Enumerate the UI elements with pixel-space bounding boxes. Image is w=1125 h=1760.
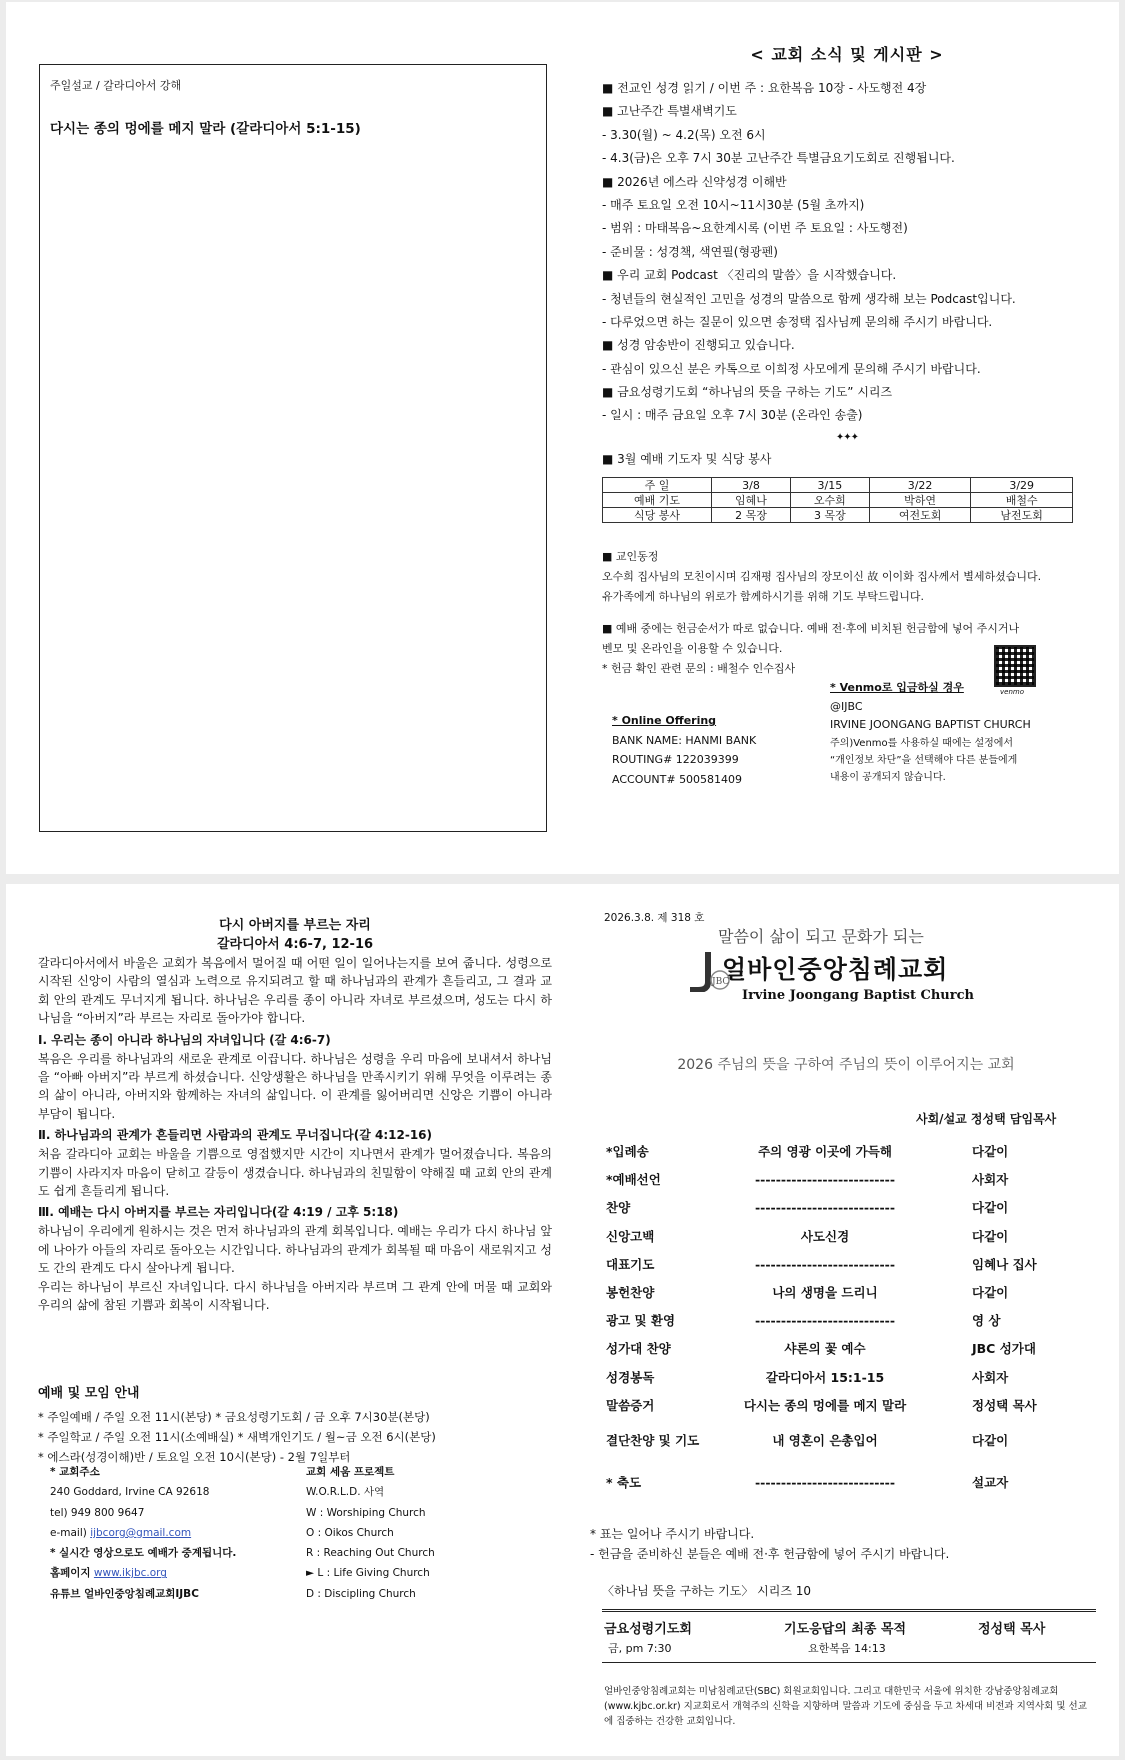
- preacher: 사회/설교 정성택 담임목사: [916, 1112, 1057, 1126]
- order-row: [598, 1420, 1088, 1462]
- church-name-english: Irvine Joongang Baptist Church: [742, 988, 974, 1003]
- section-3-heading: Ⅲ. 예배는 다시 아버지를 부르는 자리입니다(갈 4:19 / 고후 5:18): [38, 1205, 399, 1220]
- order-content: 내 영혼이 은총입어: [772, 1432, 878, 1448]
- phone: tel) 949 800 9647: [50, 1506, 145, 1519]
- bank-name: BANK NAME: HANMI BANK: [612, 733, 757, 747]
- order-content: ---------------------------: [754, 1256, 896, 1272]
- account-number: ACCOUNT# 500581409: [612, 772, 743, 786]
- news-heading: ■ 금요성령기도회 “하나님의 뜻을 구하는 기도” 시리즈: [602, 381, 1092, 404]
- order-row: [598, 1251, 1088, 1279]
- project-line: W : Worshiping Church: [306, 1506, 426, 1519]
- offering-note-3: * 헌금 확인 관련 문의 : 배철수 인수집사: [602, 662, 796, 676]
- schedule-row: * 주일학교 / 주일 오전 11시(소예배실) * 새벽개인기도 / 월~금 오전 6시(본당): [38, 1430, 436, 1444]
- venmo-id: @IJBC: [830, 699, 863, 713]
- bulletin-board: [602, 42, 1092, 799]
- order-item: 말씀증거: [606, 1397, 655, 1413]
- duty-row: [603, 508, 1073, 523]
- world-project: [306, 1462, 546, 1604]
- order-who: 다같이: [972, 1284, 1009, 1300]
- news-detail: - 청년들의 현실적인 고민을 성경의 말씀으로 함께 생각해 보는 Podcast입니다.: [602, 291, 1016, 306]
- schedule-row: * 에스라(성경이해)반 / 토요일 오전 10시(본당) - 2월 7일부터: [38, 1450, 351, 1464]
- project-line: R : Reaching Out Church: [306, 1547, 435, 1560]
- sermon-summary: [38, 916, 552, 1315]
- duty-row: [603, 493, 1073, 508]
- order-who: 임혜나 집사: [972, 1256, 1037, 1272]
- online-offering-title: * Online Offering: [612, 714, 717, 728]
- order-row: [598, 1392, 1088, 1420]
- news-heading: ■ 전교인 성경 읽기 / 이번 주 : 요한복음 10장 - 사도행전 4장: [602, 77, 1092, 100]
- duty-cell: 3 목장: [790, 508, 869, 523]
- duty-cell: 박하연: [869, 493, 971, 508]
- order-content: ---------------------------: [754, 1313, 896, 1329]
- church-name-korean: 얼바인중앙침례교회: [722, 955, 949, 984]
- order-item: 대표기도: [606, 1256, 655, 1272]
- board-title: < 교회 소식 및 게시판 >: [750, 45, 944, 64]
- order-content: ---------------------------: [754, 1172, 896, 1188]
- order-row: [598, 1166, 1088, 1194]
- friday-speaker: 정성택 목사: [978, 1622, 1046, 1637]
- friday-time: 금, pm 7:30: [608, 1642, 672, 1655]
- meeting-schedule: [38, 1382, 558, 1467]
- bottom-page: [6, 884, 1119, 1756]
- section-1-text: 복음은 우리를 하나님과의 새로운 관계로 이끕니다. 하나님은 성령을 우리 마음에 보내셔서 하나님을 “아빠 아버지”라 부르게 하셨습니다. 신앙생활은 하나님을 만족시키기 위해 무엇을 이루려는 종의 삶이 아니라, 아버지와 함께하는 자녀의 삶입니다. 이 관계를 잃어버리면 신앙은 기쁨이 아니라 부담이 됩니다.: [38, 1051, 552, 1121]
- church-about: 얼바인중앙침례교회는 미남침례교단(SBC) 회원교회입니다. 그리고 대한민국 서울에 위치한 강남중앙침례교회(www.kjbc.or.kr) 지교회로서 개혁주의 신학을 지향하며 말씀과 기도에 중심을 두고 차세대 비전과 지역사회 및 선교에 집중하는 건강한 교회입니다.: [604, 1686, 1087, 1727]
- homepage-link[interactable]: www.ikjbc.org: [93, 1567, 167, 1580]
- order-of-worship: [598, 1138, 1088, 1504]
- project-line: W.O.R.L.D. 사역: [306, 1486, 385, 1499]
- church-contact: [50, 1462, 290, 1604]
- news-detail: - 범위 : 마태복음~요한계시록 (이번 주 토요일 : 사도행전): [602, 221, 908, 236]
- summary-title: 다시 아버지를 부르는 자리: [219, 918, 371, 933]
- order-who: 다같이: [972, 1228, 1009, 1244]
- project-line: D : Discipling Church: [306, 1587, 416, 1600]
- offering-note-1: ■ 예배 중에는 헌금순서가 따로 없습니다. 예배 전·후에 비치된 헌금함에 넣어 주시거나: [602, 622, 1020, 636]
- duty-cell: 임혜나: [712, 493, 791, 508]
- order-item: 결단찬양 및 기도: [606, 1432, 700, 1448]
- top-page: [6, 2, 1119, 874]
- order-who: 다같이: [972, 1200, 1009, 1216]
- order-item: 신앙고백: [606, 1228, 655, 1244]
- news-detail: - 4.3(금)은 오후 7시 30분 고난주간 특별금요기도회로 진행됩니다.: [602, 151, 955, 166]
- order-row: [598, 1194, 1088, 1222]
- order-item: *입례송: [606, 1144, 649, 1159]
- order-content: ---------------------------: [754, 1200, 896, 1216]
- order-who: JBC 성가대: [972, 1341, 1036, 1357]
- order-item: *예배선언: [606, 1172, 661, 1188]
- duty-cell: 오수희: [790, 493, 869, 508]
- news-detail: - 매주 토요일 오전 10시~11시30분 (5월 초까지): [602, 197, 865, 212]
- duty-cell: 3/29: [971, 478, 1073, 493]
- ornament-divider: ✦✦✦: [835, 431, 859, 443]
- issue-number: 2026.3.8. 제 318 호: [604, 912, 705, 924]
- project-line: ► L : Life Giving Church: [306, 1567, 430, 1580]
- youtube-channel: 유튜브 얼바인중앙침례교회IJBC: [50, 1587, 199, 1600]
- schedule-row: * 주일예배 / 주일 오전 11시(본당) * 금요성령기도회 / 금 오후 7시30분(본당): [38, 1410, 430, 1424]
- routing-number: ROUTING# 122039399: [612, 753, 739, 767]
- news-detail: - 3.30(월) ~ 4.2(목) 오전 6시: [602, 127, 766, 142]
- duty-cell: 여전도회: [869, 508, 971, 523]
- order-row: [598, 1307, 1088, 1335]
- order-row: [598, 1138, 1088, 1166]
- news-detail: - 다루었으면 하는 질문이 있으면 송정택 집사님께 문의해 주시기 바랍니다.: [602, 314, 993, 329]
- news-text-1: 오수희 집사님의 모친이시며 김재평 집사님의 장모이신 故 이이화 집사께서 별세하셨습니다.: [602, 570, 1042, 584]
- friday-title: 기도응답의 최종 목적: [784, 1622, 907, 1637]
- order-item: * 축도: [606, 1474, 642, 1490]
- summary-reference: 갈라디아서 4:6-7, 12-16: [216, 937, 374, 952]
- homepage-label: 홈페이지: [50, 1567, 91, 1580]
- project-line: O : Oikos Church: [306, 1526, 394, 1539]
- email-link[interactable]: ijbcorg@gmail.com: [90, 1526, 192, 1539]
- conclusion-text: 우리는 하나님이 부르신 자녀입니다. 다시 하나님을 아버지라 부르며 그 관계 안에 머물 때 교회와 우리의 삶에 참된 기쁨과 회복이 시작됩니다.: [38, 1279, 552, 1313]
- duty-title: ■ 3월 예배 기도자 및 식당 봉사: [602, 448, 1092, 471]
- venmo-note-3: 내용이 공개되지 않습니다.: [830, 771, 946, 783]
- duty-cell: 남전도회: [971, 508, 1073, 523]
- online-offering: [612, 711, 756, 789]
- sermon-title: 다시는 종의 멍에를 메지 말라 (갈라디아서 5:1-15): [50, 121, 361, 137]
- duty-table: [602, 477, 1073, 523]
- duty-cell: 2 목장: [712, 508, 791, 523]
- venmo-name: IRVINE JOONGANG BAPTIST CHURCH: [830, 718, 1031, 732]
- project-title: 교회 세움 프로젝트: [306, 1466, 395, 1478]
- order-row: [598, 1364, 1088, 1392]
- order-item: 성가대 찬양: [606, 1341, 671, 1357]
- duty-cell: 3/15: [790, 478, 869, 493]
- order-row: [598, 1223, 1088, 1251]
- venmo-qr-code-icon: [994, 645, 1036, 687]
- qr-caption: venmo: [1000, 688, 1024, 697]
- news-heading: ■ 고난주간 특별새벽기도: [602, 100, 1092, 123]
- news-detail: - 일시 : 매주 금요일 오후 7시 30분 (온라인 송출): [602, 408, 863, 423]
- section-2-heading: Ⅱ. 하나님과의 관계가 흔들리면 사람과의 관계도 무너집니다(갈 4:12-16): [38, 1128, 433, 1143]
- duty-cell: 배철수: [971, 493, 1073, 508]
- order-who: 다같이: [972, 1144, 1009, 1159]
- order-notes: [590, 1524, 949, 1564]
- order-content: 주의 영광 이곳에 가득해: [758, 1144, 892, 1159]
- order-who: 설교자: [972, 1474, 1009, 1490]
- prayer-series: 〈하나님 뜻을 구하는 기도〉 시리즈 10: [602, 1584, 812, 1598]
- news-heading: ■ 우리 교회 Podcast 〈진리의 말씀〉을 시작했습니다.: [602, 264, 1092, 287]
- order-row: [598, 1335, 1088, 1363]
- duty-row: [603, 478, 1073, 493]
- offering-info: [602, 679, 1092, 799]
- sermon-series: 주일설교 / 갈라디아서 강해: [50, 79, 182, 92]
- order-content: 사도신경: [800, 1228, 850, 1244]
- friday-verse: 요한복음 14:13: [808, 1642, 886, 1655]
- venmo-title: * Venmo로 입금하실 경우: [830, 681, 964, 695]
- news-detail: - 준비물 : 성경책, 색연필(형광펜): [602, 244, 778, 259]
- address: 240 Goddard, Irvine CA 92618: [50, 1486, 210, 1499]
- order-content: 갈라디아서 15:1-15: [765, 1369, 885, 1385]
- order-item: 찬양: [606, 1200, 631, 1216]
- order-content: ---------------------------: [754, 1474, 896, 1490]
- order-who: 영 상: [972, 1313, 1001, 1329]
- duty-cell: 3/22: [869, 478, 971, 493]
- duty-cell: 예배 기도: [603, 493, 712, 508]
- email-label: e-mail): [50, 1526, 87, 1539]
- order-item: 봉헌찬양: [606, 1284, 655, 1300]
- order-item: 성경봉독: [606, 1369, 655, 1385]
- venmo-note-1: 주의)Venmo를 사용하실 때에는 설정에서: [830, 737, 1014, 749]
- stand-note: * 표는 일어나 주시기 바랍니다.: [590, 1527, 755, 1541]
- news-heading: ■ 교인동정: [602, 550, 659, 564]
- friday-name: 금요성령기도회: [604, 1622, 692, 1637]
- duty-cell: 3/8: [712, 478, 791, 493]
- order-row: [598, 1279, 1088, 1307]
- offering-note-2: 벤모 및 온라인을 이용할 수 있습니다.: [602, 642, 783, 656]
- news-heading: ■ 2026년 에스라 신약성경 이해반: [602, 171, 1092, 194]
- news-detail: - 관심이 있으신 분은 카톡으로 이희정 사모에게 문의해 주시기 바랍니다.: [602, 361, 981, 376]
- order-who: 사회자: [972, 1369, 1009, 1385]
- address-title: * 교회주소: [50, 1466, 100, 1478]
- church-motto: 말씀이 삶이 되고 문화가 되는: [718, 927, 924, 946]
- venmo-note-2: “개인정보 차단”을 선택해야 다른 분들에게: [830, 754, 1018, 766]
- friday-prayer-box: [602, 1609, 1096, 1663]
- duty-cell: 주 일: [603, 478, 712, 493]
- sermon-notes-box: [39, 64, 547, 832]
- order-who: 다같이: [972, 1432, 1009, 1448]
- section-2-text: 처음 갈라디아 교회는 바울을 기쁨으로 영접했지만 시간이 지나면서 관계가 멀어졌습니다. 복음의 기쁨이 사라지자 마음이 닫히고 갈등이 생겼습니다. 하나님과의 친밀함이 약해질 때 교회 안의 관계도 쉽게 흔들리게 됩니다.: [38, 1147, 552, 1199]
- year-theme: 2026 주님의 뜻을 구하여 주님의 뜻이 이루어지는 교회: [677, 1057, 1015, 1073]
- news-text-2: 유가족에게 하나님의 위로가 함께하시기를 위해 기도 부탁드립니다.: [602, 590, 925, 604]
- section-3-text: 하나님이 우리에게 원하시는 것은 먼저 하나님과의 관계 회복입니다. 예배는 우리가 다시 하나님 앞에 나아가 아들의 자리로 돌아오는 시간입니다. 하나님과의 관계가 회복될 때 마음이 새로워지고 성도 간의 관계도 다시 살아나게 됩니다.: [38, 1224, 552, 1276]
- news-list: [602, 77, 1092, 428]
- order-content: 샤론의 꽃 예수: [784, 1341, 866, 1357]
- offering-note: - 헌금을 준비하신 분들은 예배 전·후 헌금함에 넣어 주시기 바랍니다.: [590, 1547, 950, 1561]
- duty-cell: 식당 봉사: [603, 508, 712, 523]
- order-content: 다시는 종의 멍에를 메지 말라: [743, 1397, 907, 1413]
- order-content: 나의 생명을 드리니: [772, 1284, 878, 1300]
- news-heading: ■ 성경 암송반이 진행되고 있습니다.: [602, 334, 1092, 357]
- order-who: 정성택 목사: [972, 1397, 1037, 1413]
- order-who: 사회자: [972, 1172, 1009, 1188]
- section-1-heading: Ⅰ. 우리는 종이 아니라 하나님의 자녀입니다 (갈 4:6-7): [38, 1032, 331, 1047]
- order-row: [598, 1462, 1088, 1504]
- summary-intro: 갈라디아서에서 바울은 교회가 복음에서 멀어질 때 어떤 일이 일어나는지를 보여 줍니다. 성령으로 시작된 신앙이 사람의 열심과 노력으로 유지되려고 할 때 하나님과의 관계가 흔들리고, 그 결과 교회 안의 관계도 무너지게 됩니다. 하나님은 우리를 종이 아니라 자녀로 부르셨으며, 성도는 다시 하나님을 “아버지”라 부르는 자리로 돌아가야 합니다.: [38, 956, 552, 1026]
- live-stream-note: * 실시간 영상으로도 예배가 중계됩니다.: [50, 1547, 237, 1560]
- order-item: 광고 및 환영: [606, 1313, 676, 1329]
- logo-text: JBC: [712, 977, 730, 987]
- schedule-title: 예배 및 모임 안내: [38, 1386, 140, 1401]
